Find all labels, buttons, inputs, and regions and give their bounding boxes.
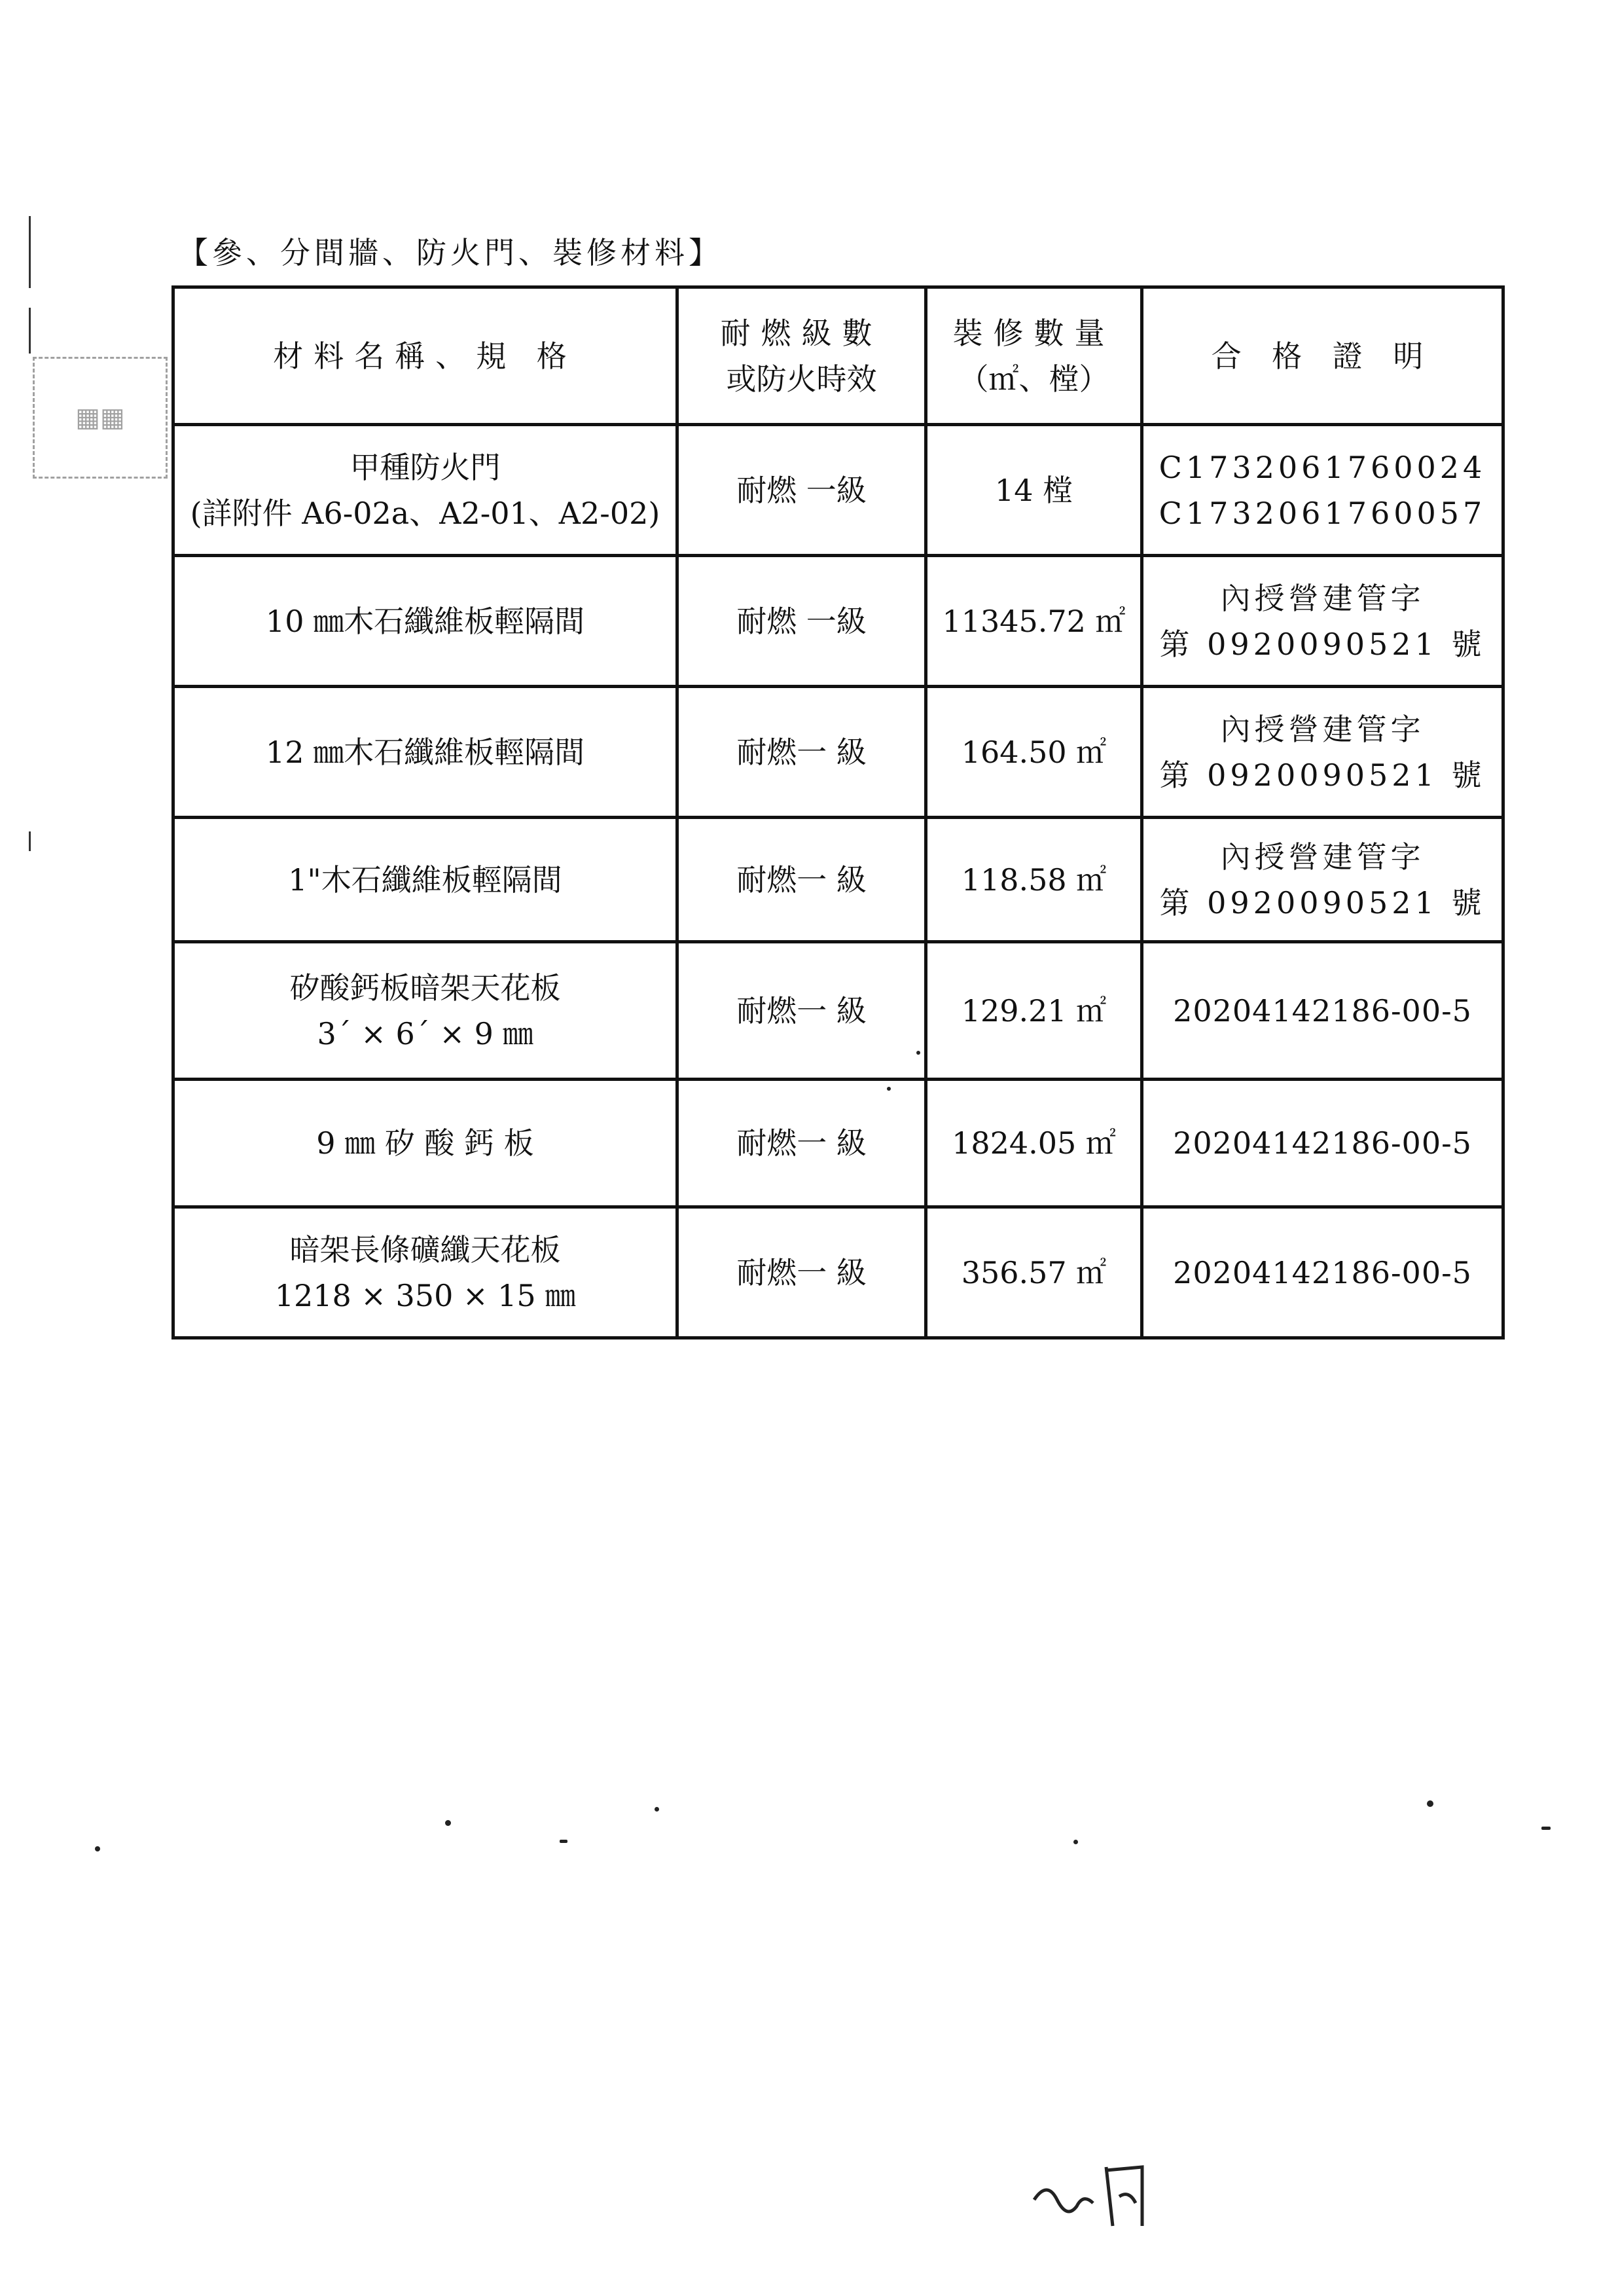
scan-speck: [560, 1840, 567, 1843]
header-name: [173, 287, 677, 425]
table-row: [173, 425, 1503, 556]
header-rating-line2: 或防火時效: [726, 361, 877, 397]
row-rating-value: 耐燃一 級: [736, 1125, 867, 1161]
section-title: 【參、分間牆、防火門、裝修材料】: [178, 235, 723, 270]
row-name: [173, 687, 677, 818]
row-quantity: [926, 687, 1142, 818]
row-cert-line2: 第 0920090521 號: [1159, 757, 1486, 793]
row-name: [173, 556, 677, 687]
row-quantity-value: 164.50 ㎡: [961, 734, 1107, 770]
row-quantity-value: 1824.05 ㎡: [952, 1125, 1116, 1161]
row-rating-value: 耐燃一 級: [736, 993, 867, 1029]
row-cert: [1142, 1080, 1503, 1207]
row-name-line1: 1"木石纖維板輕隔間: [288, 862, 562, 898]
row-cert-line1: C1732061760024: [1159, 449, 1486, 485]
row-rating: [677, 942, 926, 1080]
row-rating: [677, 556, 926, 687]
row-rating-value: 耐燃 一級: [736, 603, 867, 639]
row-cert-line1: 內授營建管字: [1220, 711, 1425, 747]
seal-mark: ▦▦: [75, 403, 125, 433]
scan-speck: [445, 1820, 451, 1826]
header-cert: [1142, 287, 1503, 425]
scan-speck: [1541, 1827, 1551, 1830]
row-name-line1: 矽酸鈣板暗架天花板: [289, 970, 561, 1006]
row-name: [173, 425, 677, 556]
stamp-seal: [33, 357, 168, 479]
header-name-label: 材料名稱、規 格: [273, 338, 577, 374]
row-quantity-value: 11345.72 ㎡: [942, 603, 1126, 639]
row-rating: [677, 818, 926, 942]
row-rating-value: 耐燃一 級: [736, 862, 867, 898]
scan-speck: [1073, 1840, 1078, 1844]
row-quantity: [926, 818, 1142, 942]
margin-mark: [29, 308, 31, 354]
row-quantity: [926, 425, 1142, 556]
row-quantity-value: 14 樘: [994, 472, 1073, 508]
scan-speck: [887, 1087, 891, 1091]
row-rating-value: 耐燃 一級: [736, 472, 867, 508]
row-quantity: [926, 1207, 1142, 1338]
row-name: [173, 942, 677, 1080]
signature-mark: [1028, 2160, 1159, 2232]
row-cert: [1142, 942, 1503, 1080]
row-rating-value: 耐燃一 級: [736, 1254, 867, 1290]
row-rating-value: 耐燃一 級: [736, 734, 867, 770]
row-name-line1: 甲種防火門: [350, 449, 501, 485]
row-name: [173, 1207, 677, 1338]
table-row: [173, 818, 1503, 942]
row-quantity: [926, 942, 1142, 1080]
row-name-line1: 10 ㎜木石纖維板輕隔間: [265, 603, 585, 639]
row-name-line1: 9 ㎜ 矽 酸 鈣 板: [316, 1125, 534, 1161]
header-rating-line1: 耐燃級數: [720, 315, 883, 351]
table-row: [173, 556, 1503, 687]
scan-speck: [655, 1807, 659, 1812]
row-cert: [1142, 425, 1503, 556]
header-quantity: [926, 287, 1142, 425]
row-name-line1: 暗架長條礦纖天花板: [289, 1231, 561, 1267]
row-cert-line1: 20204142186-00-5: [1173, 1125, 1472, 1161]
margin-mark: [29, 216, 31, 288]
row-cert-line1: 內授營建管字: [1220, 839, 1425, 875]
row-rating: [677, 425, 926, 556]
header-rating: [677, 287, 926, 425]
row-cert-line1: 20204142186-00-5: [1173, 1254, 1472, 1290]
row-quantity-value: 129.21 ㎡: [961, 993, 1107, 1029]
scan-speck: [1427, 1800, 1433, 1807]
row-quantity: [926, 1080, 1142, 1207]
row-rating: [677, 1080, 926, 1207]
table-header-row: [173, 287, 1503, 425]
row-quantity-value: 356.57 ㎡: [961, 1254, 1107, 1290]
row-rating: [677, 687, 926, 818]
row-quantity: [926, 556, 1142, 687]
row-name-line2: 3´ × 6´ × 9 ㎜: [317, 1015, 533, 1051]
row-rating: [677, 1207, 926, 1338]
margin-mark: [29, 831, 31, 851]
materials-table: [171, 285, 1505, 1339]
table-row: [173, 942, 1503, 1080]
row-cert-line2: 第 0920090521 號: [1159, 884, 1486, 920]
row-cert: [1142, 687, 1503, 818]
row-name-line1: 12 ㎜木石纖維板輕隔間: [265, 734, 585, 770]
header-quantity-line2: （㎡、樘）: [958, 361, 1109, 397]
scan-speck: [916, 1051, 920, 1055]
header-quantity-line1: 裝修數量: [952, 315, 1115, 351]
scan-speck: [95, 1846, 100, 1851]
row-name-line2: (詳附件 A6-02a、A2-01、A2-02): [190, 495, 660, 531]
row-cert-line2: 第 0920090521 號: [1159, 626, 1486, 662]
table-row: [173, 687, 1503, 818]
row-name: [173, 818, 677, 942]
row-name-line2: 1218 × 350 × 15 ㎜: [274, 1277, 576, 1313]
row-cert: [1142, 1207, 1503, 1338]
row-cert-line1: 內授營建管字: [1220, 580, 1425, 616]
row-cert-line1: 20204142186-00-5: [1173, 993, 1472, 1029]
table-row: [173, 1080, 1503, 1207]
row-quantity-value: 118.58 ㎡: [961, 862, 1107, 898]
row-cert-line2: C1732061760057: [1159, 495, 1486, 531]
row-cert: [1142, 556, 1503, 687]
header-cert-label: 合 格 證 明: [1211, 338, 1434, 374]
row-name: [173, 1080, 677, 1207]
table-row: [173, 1207, 1503, 1338]
row-cert: [1142, 818, 1503, 942]
